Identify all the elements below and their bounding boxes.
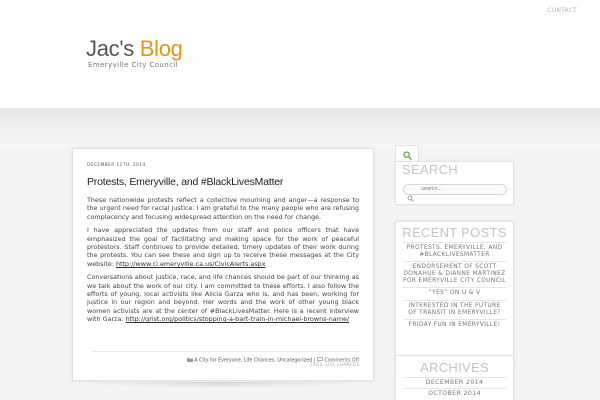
recent-post-link[interactable]: ENDORSEMENT OF SCOTT DONAHUE & DIANNE MARTINEZ FOR EMERYVILLE CITY COUNCIL <box>403 261 506 287</box>
meta-separator: | <box>313 358 316 364</box>
recent-post-link[interactable]: FRIDAY FUN IN EMERYVILLE! <box>403 319 506 331</box>
post-paragraph-text: I have appreciated the updates from our staff and police officers that have emphasized the goal of facilitating and making space for the work of peaceful protestors. Staff continues to provide detailed, timely updates of their work during the protests. You can see these and sign up to receive these messages at the City website: <box>87 226 359 268</box>
recent-posts-widget <box>395 221 514 373</box>
post-body <box>87 196 359 324</box>
nav-contact-link[interactable]: CONTACT <box>547 7 577 14</box>
grist-interview-link[interactable]: http://grist.org/politics/stopping-a-bart-train-in-michael-browns-name/ <box>125 315 350 324</box>
decorative-wave-band <box>0 108 600 148</box>
recent-posts-heading: RECENT POSTS <box>402 225 507 240</box>
post-paragraph <box>87 226 359 268</box>
post-date: DECEMBER 11TH, 2014 <box>87 163 146 168</box>
post-paragraph <box>87 273 359 323</box>
recent-post-link[interactable]: PROTESTS, EMERYVILLE, AND #BLACKLIVESMATTER <box>403 242 506 261</box>
blog-title[interactable] <box>86 36 183 62</box>
post-tags[interactable]: TAGS: LIFE CHANCES <box>310 363 359 368</box>
post-title-link[interactable]: Protests, Emeryville, and #BlackLivesMatter <box>87 176 284 188</box>
post-shadow <box>86 382 356 388</box>
post-meta <box>91 351 359 364</box>
archive-link[interactable]: DECEMBER 2014 <box>403 377 506 388</box>
search-tab[interactable] <box>395 145 419 162</box>
post-card <box>72 148 374 381</box>
search-heading: SEARCH <box>402 162 458 177</box>
archives-heading: ARCHIVES <box>420 360 489 375</box>
comments-status: Comments Off <box>324 358 359 364</box>
archives-widget <box>395 355 514 400</box>
civic-alerts-link[interactable]: http://www.ci.emeryville.ca.us/CivicAlerts.aspx <box>115 259 266 268</box>
header <box>0 0 600 118</box>
archive-link[interactable]: OCTOBER 2014 <box>403 388 506 399</box>
search-icon <box>407 187 415 194</box>
blog-tagline: Emeryville City Council <box>88 61 179 69</box>
recent-post-link[interactable]: “YES” ON U & V <box>403 287 506 299</box>
blog-title-accent: Blog <box>139 36 183 61</box>
post-paragraph: These nationwide protests reflect a collective mourning and anger—a response to the urgent need for racial justice. I am grateful to the many people who are refusing complacency and focusing widespread attention on the need for change. <box>87 196 359 221</box>
search-input[interactable] <box>403 184 507 195</box>
blog-title-main: Jac's <box>86 36 134 61</box>
post-paragraph-text: Conversations about justice, race, and life chances should be part of our thinking as we talk about the work of our city. I am committed to these efforts. I also follow the efforts of young, local activists like Alicia Garza who is, and has been, working for justice in our region and beyond. Her words and the work of other young black women activists are at the center of #BlackLivesMatter. Here is a recent interview with Garza: <box>87 273 359 324</box>
post-categories-links[interactable]: A City for Everyone, Life Chances, Uncategorized <box>194 358 313 364</box>
recent-posts-list <box>396 242 513 331</box>
recent-post-link[interactable]: INTERESTED IN THE FUTURE OF TRANSIT IN EMERYVILLE? <box>403 300 506 319</box>
search-widget <box>395 161 514 205</box>
archives-list <box>396 377 513 399</box>
